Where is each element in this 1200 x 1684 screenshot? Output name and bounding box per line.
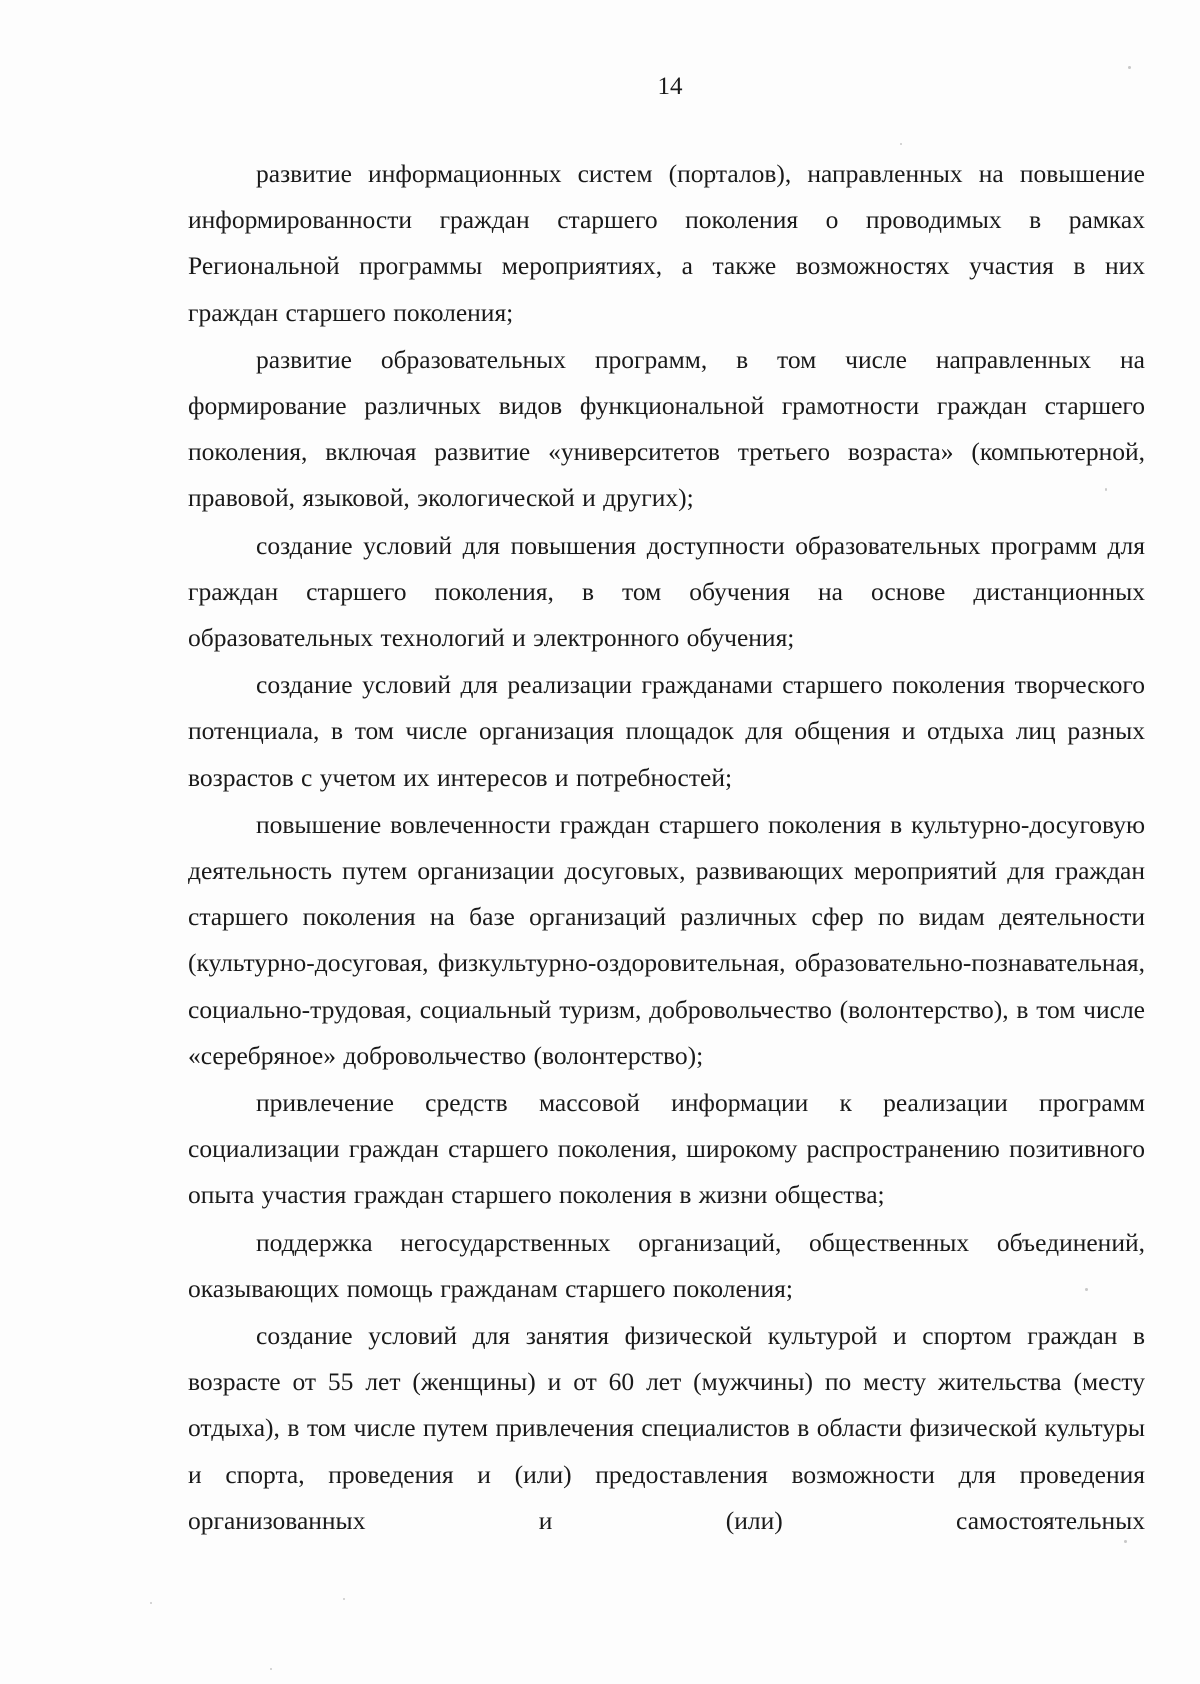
paragraph-5: повышение вовлеченности граждан старшего поколения в культурно-досуговую деятельность путем организации досуговых, развивающих мероприятий для граждан старшего поколения на базе организаций различных сфер по видам деятельности (культурно-досуговая, физкультурно-оздоровительная, образовательно-познавательная, социально-трудовая, социальный туризм, добровольчество (волонтерство), в том числе «серебряное» добровольчество (волонтерство); (188, 809, 1145, 1070)
scan-speck (270, 1668, 272, 1670)
paragraph-8: создание условий для занятия физической культурой и спортом граждан в возрасте от 55 лет (женщины) и от 60 лет (мужчины) по месту жительства (месту отдыха), в том числе путем привлечения специалистов в области физической культуры и спорта, проведения и (или) предоставления возможности для проведения организованных и (или) самостоятельных (188, 1321, 1145, 1535)
paragraph-3: создание условий для повышения доступности образовательных программ для граждан старшего поколения, в том обучения на основе дистанционных образовательных технологий и электронного обучения; (188, 530, 1145, 653)
paragraph-7: поддержка негосударственных организаций, общественных объединений, оказывающих помощь гражданам старшего поколения; (188, 1227, 1145, 1303)
scan-speck (1128, 66, 1131, 69)
scan-speck (1124, 1540, 1127, 1543)
scan-speck (1085, 1288, 1088, 1291)
scan-speck (343, 1598, 345, 1600)
paragraph-2: развитие образовательных программ, в том числе направленных на формирование различных видов функциональной грамотности граждан старшего поколения, включая развитие «университетов третьего возраста» (компьютерной, правовой, языковой, экологической и других); (188, 344, 1145, 513)
paragraph-6: привлечение средств массовой информации к реализации программ социализации граждан старшего поколения, широкому распространению позитивного опыта участия граждан старшего поколения в жизни общества; (188, 1088, 1145, 1210)
paragraph-4: создание условий для реализации гражданами старшего поколения творческого потенциала, в том числе организация площадок для общения и отдыха лиц разных возрастов с учетом их интересов и потребностей; (188, 670, 1145, 792)
scan-speck (1105, 488, 1107, 491)
paragraph-1: развитие информационных систем (порталов), направленных на повышение информированности граждан старшего поколения о проводимых в рамках Региональной программы мероприятиях, а также возможностях участия в них граждан старшего поколения; (188, 159, 1145, 327)
page-number: 14 (657, 73, 683, 100)
scan-speck (900, 143, 902, 145)
document-body (188, 151, 1145, 1545)
scan-speck (150, 1602, 152, 1604)
